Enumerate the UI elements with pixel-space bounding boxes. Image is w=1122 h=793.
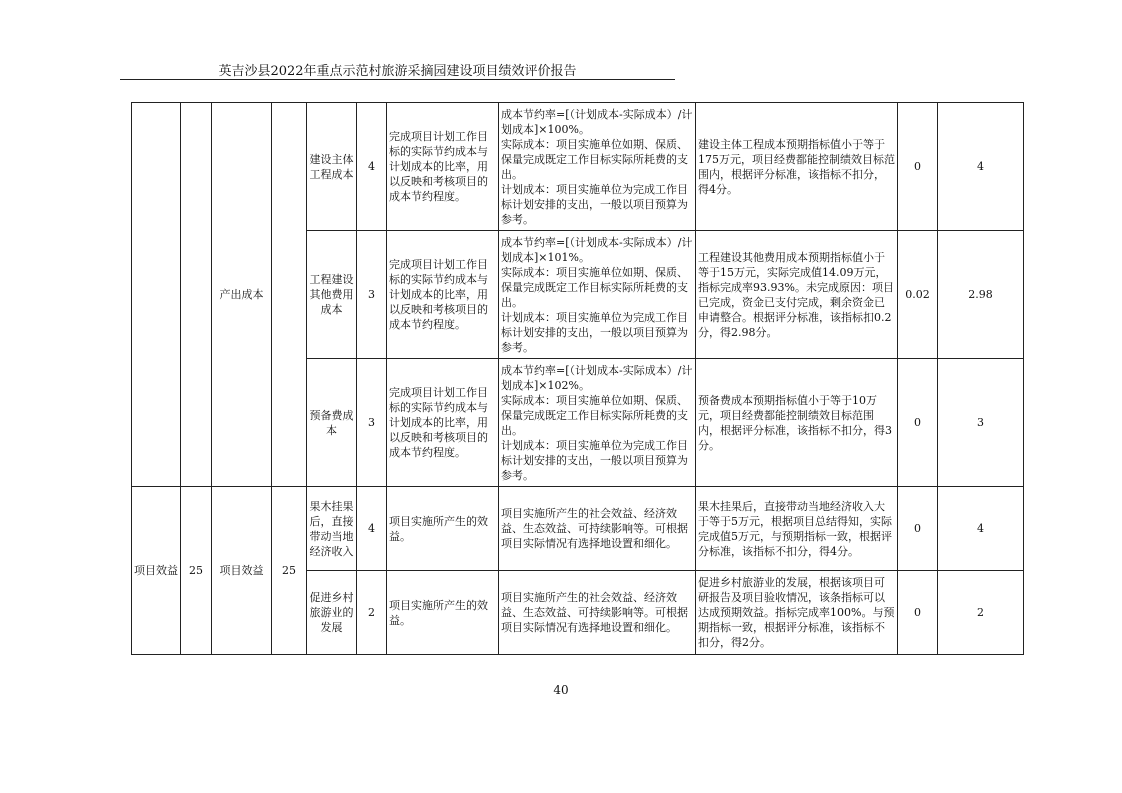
- indicator-description-cell: 完成项目计划工作目标的实际节约成本与计划成本的比率，用以反映和考核项目的成本节约程度。: [387, 231, 499, 359]
- deduction-cell: 0: [898, 359, 938, 487]
- table-row: [132, 103, 1024, 231]
- indicator-description-cell: 完成项目计划工作目标的实际节约成本与计划成本的比率，用以反映和考核项目的成本节约程度。: [387, 359, 499, 487]
- evaluation-analysis-cell: 工程建设其他费用成本预期指标值小于等于15万元，实际完成值14.09万元，指标完成率93.93%。未完成原因：项目已完成，资金已支付完成，剩余资金已申请整合。根据评分标准，该指标扣0.2分，得2.98分。: [696, 231, 898, 359]
- scoring-formula-cell: 成本节约率=[（计划成本-实际成本）/计划成本]×100%。 实际成本：项目实施单位如期、保质、保量完成既定工作目标实际所耗费的支出。 计划成本：项目实施单位为完成工作目标计划安排的支出，一般以项目预算为参考。: [499, 103, 696, 231]
- final-score-cell: 4: [938, 487, 1024, 571]
- evaluation-analysis-cell: 果木挂果后，直接带动当地经济收入大于等于5万元，根据项目总结得知，实际完成值5万元，与预期指标一致，根据评分标准，该指标不扣分，得4分。: [696, 487, 898, 571]
- scoring-formula-cell: 成本节约率=[（计划成本-实际成本）/计划成本]×102%。 实际成本：项目实施单位如期、保质、保量完成既定工作目标实际所耗费的支出。 计划成本：项目实施单位为完成工作目标计划安排的支出，一般以项目预算为参考。: [499, 359, 696, 487]
- indicator-description-cell: 完成项目计划工作目标的实际节约成本与计划成本的比率，用以反映和考核项目的成本节约程度。: [387, 103, 499, 231]
- level1-indicator-cell: 项目效益: [132, 487, 181, 655]
- final-score-cell: 2: [938, 571, 1024, 655]
- deduction-cell: 0: [898, 571, 938, 655]
- deduction-cell: 0: [898, 487, 938, 571]
- evaluation-analysis-cell: 预备费成本预期指标值小于等于10万元，项目经费都能控制绩效目标范围内，根据评分标准，该指标不扣分，得3分。: [696, 359, 898, 487]
- document-header-title: 英吉沙县2022年重点示范村旅游采摘园建设项目绩效评价报告: [218, 64, 577, 79]
- evaluation-analysis-cell: 促进乡村旅游业的发展，根据该项目可研报告及项目验收情况，该条指标可以达成预期效益。指标完成率100%。与预期指标一致，根据评分标准，该指标不扣分，得2分。: [696, 571, 898, 655]
- indicator-description-cell: 项目实施所产生的效益。: [387, 487, 499, 571]
- indicator-score-cell: 3: [357, 359, 387, 487]
- header-divider: [120, 79, 675, 80]
- scoring-formula-cell: 项目实施所产生的社会效益、经济效益、生态效益、可持续影响等。可根据项目实际情况有选择地设置和细化。: [499, 571, 696, 655]
- deduction-cell: 0.02: [898, 231, 938, 359]
- level3-indicator-cell: 建设主体工程成本: [307, 103, 357, 231]
- final-score-cell: 3: [938, 359, 1024, 487]
- indicator-score-cell: 2: [357, 571, 387, 655]
- indicator-score-cell: 4: [357, 487, 387, 571]
- indicator-description-cell: 项目实施所产生的效益。: [387, 571, 499, 655]
- level3-indicator-cell: 工程建设其他费用成本: [307, 231, 357, 359]
- indicator-score-cell: 3: [357, 231, 387, 359]
- level1-indicator-cell: [132, 103, 181, 487]
- level3-indicator-cell: 果木挂果后，直接带动当地经济收入: [307, 487, 357, 571]
- final-score-cell: 4: [938, 103, 1024, 231]
- evaluation-analysis-cell: 建设主体工程成本预期指标值小于等于175万元，项目经费都能控制绩效目标范围内，根据评分标准，该指标不扣分，得4分。: [696, 103, 898, 231]
- table-row: [132, 487, 1024, 571]
- deduction-cell: 0: [898, 103, 938, 231]
- level2-indicator-cell: 项目效益: [212, 487, 272, 655]
- level2-indicator-cell: 产出成本: [212, 103, 272, 487]
- page-number: 40: [553, 683, 569, 697]
- level3-indicator-cell: 促进乡村旅游业的发展: [307, 571, 357, 655]
- level3-indicator-cell: 预备费成本: [307, 359, 357, 487]
- evaluation-table: [131, 102, 1024, 655]
- level2-weight-cell: [272, 103, 307, 487]
- scoring-formula-cell: 成本节约率=[（计划成本-实际成本）/计划成本]×101%。 实际成本：项目实施单位如期、保质、保量完成既定工作目标实际所耗费的支出。 计划成本：项目实施单位为完成工作目标计划安排的支出，一般以项目预算为参考。: [499, 231, 696, 359]
- indicator-score-cell: 4: [357, 103, 387, 231]
- level2-weight-cell: 25: [272, 487, 307, 655]
- level1-weight-cell: 25: [181, 487, 212, 655]
- scoring-formula-cell: 项目实施所产生的社会效益、经济效益、生态效益、可持续影响等。可根据项目实际情况有选择地设置和细化。: [499, 487, 696, 571]
- final-score-cell: 2.98: [938, 231, 1024, 359]
- level1-weight-cell: [181, 103, 212, 487]
